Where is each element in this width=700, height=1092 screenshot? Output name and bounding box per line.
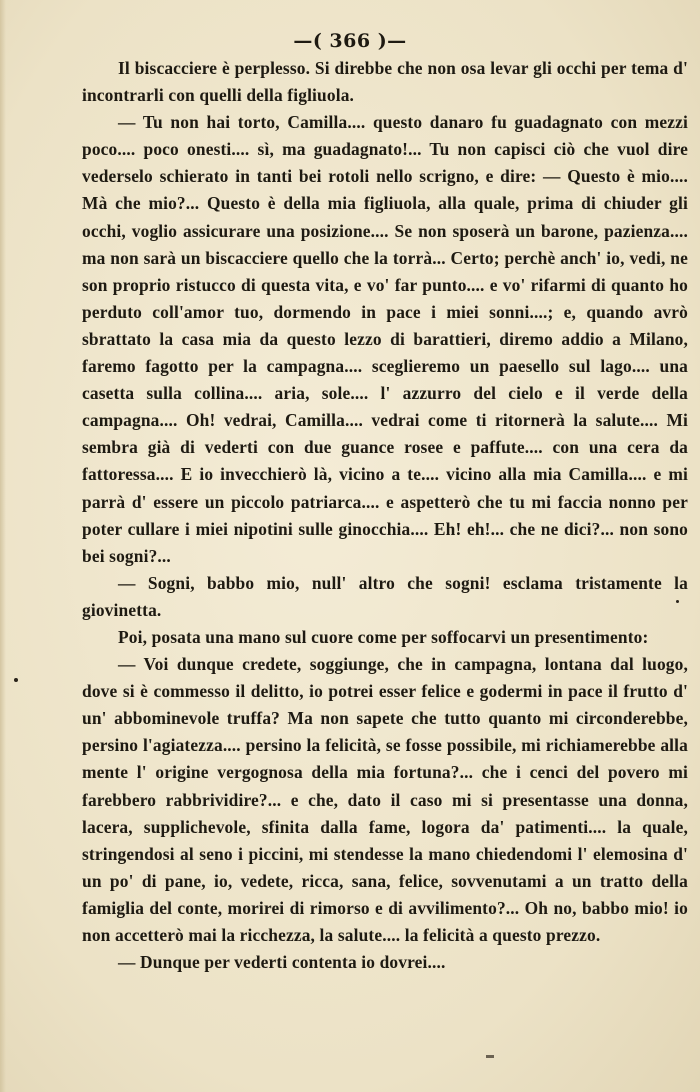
page-speck [486, 1055, 494, 1058]
page-number: —( 366 )— [293, 30, 407, 52]
body-text [82, 55, 688, 976]
paragraph-3: — Sogni, babbo mio, null' altro che sogni! esclama tristamente la giovinetta. [82, 572, 688, 620]
paragraph-2: — Tu non hai torto, Camilla.... questo danaro fu guadagnato con mezzi poco.... poco onesti.... sì, ma guadagnato!... Tu non capisci ciò che vuol dire vederselo schierato in tanti bei rotoli nello scrigno, e dire: — Questo è mio.... Mà che mio?... Questo è della mia figliuola, alla quale, prima di chiuder gli occhi, voglio assicurare una posizione.... Se non sposerà un barone, pazienza.... ma non sarà un biscacciere quello che la torrà... Certo; perchè anch' io, vedi, ne son proprio ristucco di questa vita, e vo' far punto.... e vo' rifarmi di quanto ho perduto coll'amor tuo, dormendo in pace i miei sonni....; e, quando avrò sbrattato la casa mia da questo lezzo di barattieri, diremo addio a Milano, faremo fagotto per la campagna.... sceglieremo un paesello sul lago.... una casetta sulla collina.... aria, sole.... l' azzurro del cielo e il verde della campagna.... Oh! vedrai, Camilla.... vedrai come ti ritornerà la salute.... Mi sembra già di vederti con due guance rosee e paffute.... con una cera da fattoressa.... E io invecchierò là, vicino a te.... vicino alla mia Camilla.... e mi parrà d' essere un piccolo patriarca.... e aspetterò che tu mi faccia nonno per poter cullare i miei nipotini sulle ginocchia.... Eh! eh!... che ne dici?... non sono bei sogni?... [82, 112, 688, 566]
page-edge-shadow [0, 0, 6, 1092]
margin-speck [14, 678, 18, 682]
margin-speck [676, 600, 679, 603]
paragraph-1: Il biscacciere è perplesso. Si direbbe che non osa levar gli occhi per tema d' incontrarli con quelli della figliuola. [82, 58, 688, 106]
paragraph-6: — Dunque per vederti contenta io dovrei.... [118, 952, 446, 973]
paragraph-4: Poi, posata una mano sul cuore come per soffocarvi un presentimento: [118, 626, 649, 647]
paragraph-5: — Voi dunque credete, soggiunge, che in campagna, lontana dal luogo, dove si è commesso il delitto, io potrei esser felice e godermi in pace il frutto d' un' abbominevole truffa? Ma non sapete che tutto quanto mi circonderebbe, persino l'agiatezza.... persino la felicità, se fosse possibile, mi richiamerebbe alla mente l' origine vergognosa della mia fortuna?... che i cenci del povero mi farebbero rabbrividire?... e che, dato il caso mi si presentasse una donna, lacera, supplichevole, sfinita dalla fame, logora da' patimenti.... la quale, stringendosi al seno i piccini, mi stendesse la mano chiedendomi l' elemosina d' un po' di pane, io, vedete, ricca, sana, felice, sovvenutami a un tratto della famiglia del conte, morirei di rimorso e di avvilimento?... Oh no, babbo mio! io non accetterò mai la ricchezza, la salute.... la felicità a questo prezzo. [82, 654, 688, 945]
